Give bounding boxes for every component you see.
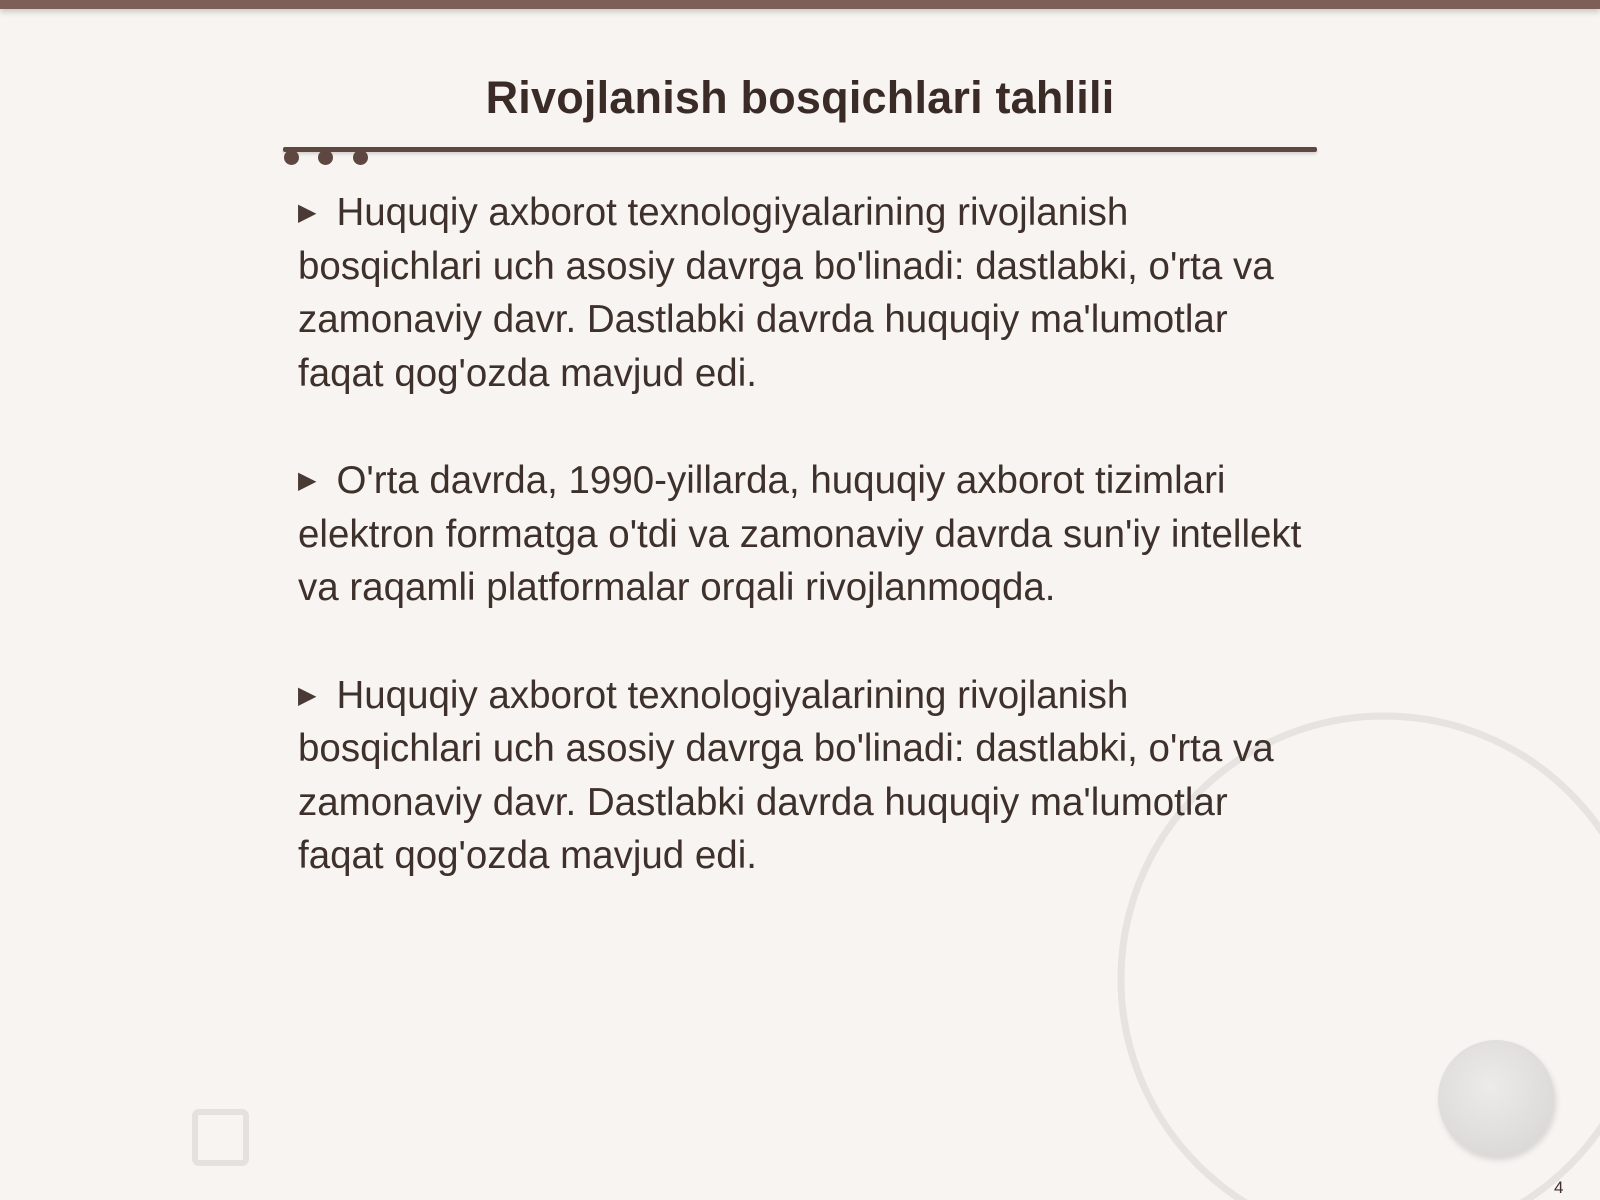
bullet-text-2: O'rta davrda, 1990-yillarda, huquqiy axborot tizimlari elektron formatga o'tdi va zamonaviy davrda sun'iy intellekt va raqamli platformalar orqali rivojlanmoqda.: [298, 459, 1302, 609]
bullet-text-3: Huquqiy axborot texnologiyalarining rivojlanish bosqichlari uch asosiy davrga bo'linadi: dastlabki, o'rta va zamonaviy davr. Dastlabki davrda huquqiy ma'lumotlar faqat qog'ozda mavjud edi.: [298, 673, 1274, 877]
small-square-outline: [195, 1112, 246, 1163]
bullet-text-1: Huquqiy axborot texnologiyalarining rivojlanish bosqichlari uch asosiy davrga bo'linadi: dastlabki, o'rta va zamonaviy davr. Dastlabki davrda huquqiy ma'lumotlar faqat qog'ozda mavjud edi.: [298, 191, 1274, 395]
bullet-item-2: [298, 454, 1308, 615]
bullet-item-1: [298, 186, 1308, 400]
bullet-list: [298, 186, 1308, 937]
triangle-bullet-icon: ▶: [298, 681, 317, 709]
slide-title: Rivojlanish bosqichlari tahlili: [485, 72, 1115, 123]
title-dot-2: [318, 150, 333, 165]
triangle-bullet-icon: ▶: [298, 467, 317, 494]
title-underline: [283, 147, 1317, 152]
small-circle-shape: [1438, 1040, 1554, 1156]
top-accent-bar: [0, 0, 1600, 9]
page-number: 4: [1554, 1178, 1564, 1197]
title-dot-1: [284, 150, 299, 165]
title-dot-3: [353, 150, 368, 165]
triangle-bullet-icon: ▶: [298, 199, 317, 226]
bullet-item-3: [298, 669, 1308, 883]
